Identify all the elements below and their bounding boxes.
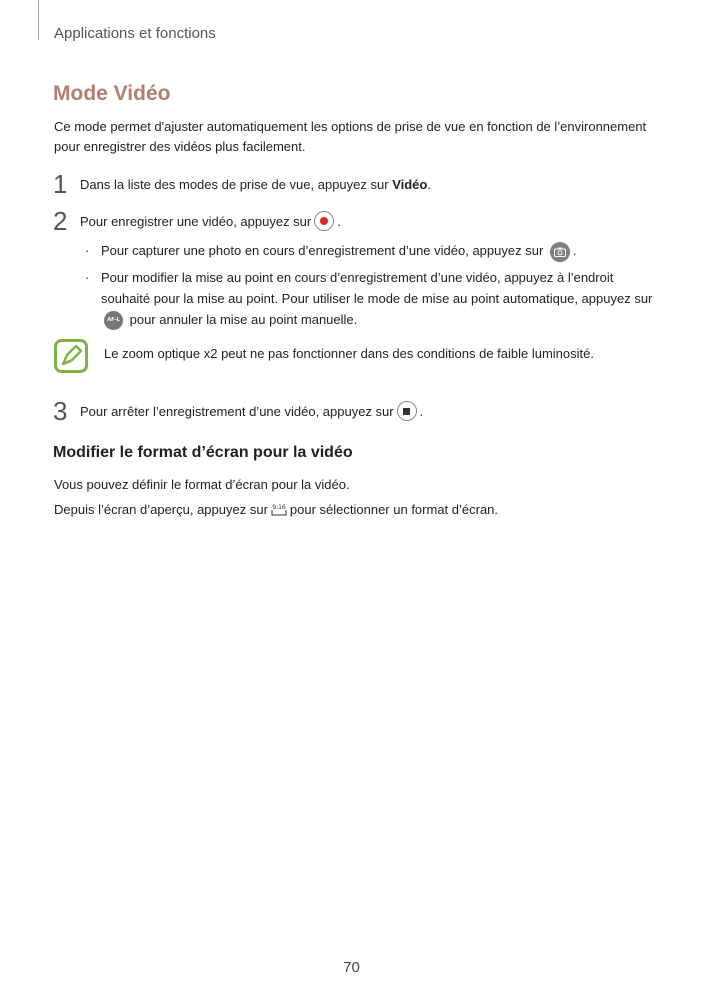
bullet-item [85,240,655,262]
step-text-part: Pour enregistrer une vidéo, appuyez sur [80,213,312,229]
header-rule [38,0,39,40]
bullet-text-part: Pour modifier la mise au point en cours d’enregistrement d’une vidéo, appuyez à l’endroit souhaité pour la mise au point. Pour utiliser le mode de mise au point automatique, appuyez sur [101,270,653,306]
camera-icon [550,242,570,262]
bullet-marker: · [85,270,90,285]
step-number: 3 [53,396,68,426]
step-text-part: Pour arrêter l’enregistrement d’une vidéo, appuyez sur [80,403,394,419]
subsection-title: Modifier le format d’écran pour la vidéo [53,444,353,461]
aspect-ratio-label: 9:16 [272,504,286,511]
note-icon [54,339,88,378]
bullet-marker: · [85,243,90,258]
subsection-paragraph-1: Vous pouvez définir le format d’écran pour la vidéo. [54,477,350,492]
section-header: Applications et fonctions [54,25,216,42]
step-text-part: Dans la liste des modes de prise de vue, appuyez sur [80,176,389,192]
step-text-end: . [419,403,424,419]
subsection-paragraph-2 [54,501,498,517]
bullet-item [85,267,655,330]
bullet-text-end: . [572,243,577,258]
step-1 [53,171,431,197]
bullet-text-part: Pour capturer une photo en cours d’enregistrement d’une vidéo, appuyez sur [101,243,547,258]
step-text [80,401,423,421]
para-text-end: pour sélectionner un format d’écran. [289,501,499,517]
step-text [80,211,341,231]
stop-icon [397,401,417,421]
page-number: 70 [343,959,360,976]
step-text-end: . [337,213,341,229]
note-text: Le zoom optique x2 peut ne pas fonctionner dans des conditions de faible luminosité. [104,346,594,361]
step-2 [53,208,341,234]
af-lock-icon: AF-L [104,311,123,330]
step-3 [53,398,423,424]
bullet-text [101,240,655,262]
step-text-end: . [427,176,431,192]
bullet-text-end: pour annuler la mise au point manuelle. [126,312,358,327]
intro-paragraph: Ce mode permet d'ajuster automatiquement les options de prise de vue en fonction de l’environnement pour enregistrer des vidéos plus facilement. [54,119,647,154]
mode-name: Vidéo [392,176,428,192]
step-text [80,177,431,192]
para-text-part: Depuis l’écran d’aperçu, appuyez sur [54,501,268,517]
aspect-ratio-icon [271,501,287,517]
page-title: Mode Vidéo [53,82,171,105]
record-icon [314,211,334,231]
bullet-text [101,267,655,330]
step-number: 1 [53,169,68,199]
step-number: 2 [53,206,68,236]
